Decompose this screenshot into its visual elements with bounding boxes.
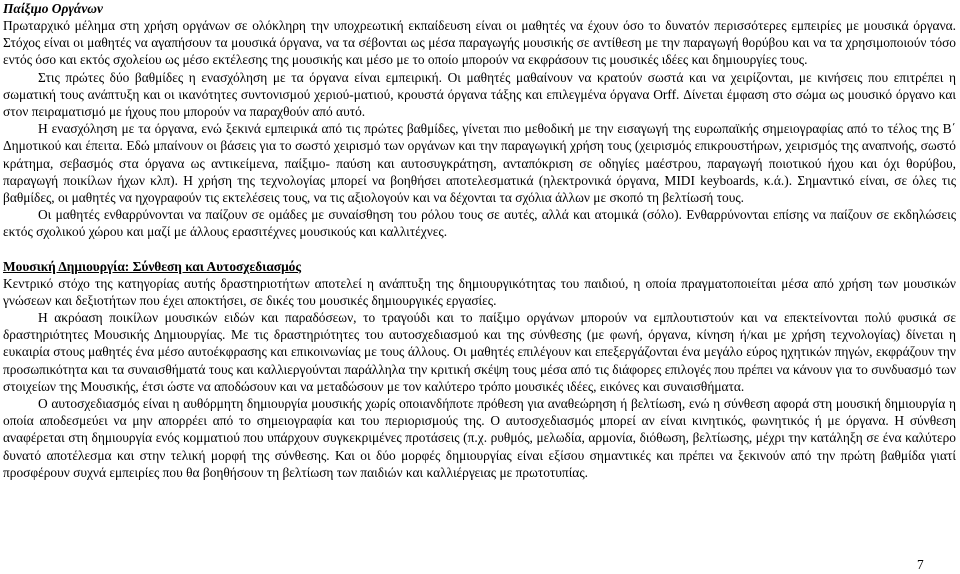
paragraph-creation-3: Ο αυτοσχεδιασμός είναι η αυθόρμητη δημιουργία μουσικής χωρίς οποιανδήποτε πρόθεση για αναθεώρηση ή βελτίωση, ενώ η σύνθεση αφορά στη μουσική δημιουργία η οποία αποδεσμεύει να μην απορρέει από το σημειογραφία και του περιορισμούς της. Ο αυτοσχεδιασμός μπορεί αν είναι κινητικός, φωνητικός ή με όργανα. Η σύνθεση αναφέρεται στη δημιουργία ενός κομματιού που υπάρχουν συγκεκριμένες προτάσεις (π.χ. ρυθμός, μελωδία, αρμονία, διόθωση, βελτίωσης, μέχρι την κατάληξη σε ένα καλύτερο δυνατό αποτέλεσμα και στην τελική μορφή της σύνθεσης. Και οι δύο μορφές δημιουργίας είναι εξίσου σημαντικές και πρέπει να ξεκινούν από την πρώτη βαθμίδα γιατί προσφέρουν συχνά εμπειρίες που θα βοηθήσουν τη βελτίωση των παιδιών και καλλιέργειας με πρωτοτυπίας. bbox=[3, 396, 956, 480]
paragraph-instruments-2: Στις πρώτες δύο βαθμίδες η ενασχόληση με τα όργανα είναι εμπειρική. Οι μαθητές μαθαίνουν να κρατούν σωστά και να χειρίζονται, με κινήσεις που επιτρέπει η σωματική τους ανάπτυξη και οι ικανότητες συντονισμού χεριού-ματιού, κρουστά όργανα τάξης και επιλεγμένα όργανα Orff. Δίνεται έμφαση στο σώμα ως μουσικό όργανο και στον πειραματισμό με ήχους που μπορούν να παραχθούν από αυτό. bbox=[3, 69, 956, 120]
section-heading-creation: Μουσική Δημιουργία: Σύνθεση και Αυτοσχεδιασμός bbox=[3, 258, 302, 274]
section-heading-instruments: Παίξιμο Οργάνων bbox=[3, 1, 103, 16]
paragraph-instruments-1: Πρωταρχικό μέλημα στη χρήση οργάνων σε ολόκληρη την υποχρεωτική εκπαίδευση είναι οι μαθητές να έχουν όσο το δυνατόν περισσότερες εμπειρίες με μουσικά όργανα. Στόχος είναι οι μαθητές να αγαπήσουν τα μουσικά όργανα, να τα σέβονται ως μέσα παραγωγής μουσικής σε αντίθεση με την παραγωγή θορύβου και να τα χρησιμοποιούν τόσο εντός όσο και εκτός σχολείου ως μέσο εκτέλεσης της μουσικής και μέσο με το οποίο μπορούν να εκφράσουν τις μουσικές ιδέες και δημιουργίες τους. bbox=[3, 18, 956, 68]
document-page bbox=[3, 0, 956, 481]
paragraph-instruments-4: Οι μαθητές ενθαρρύνονται να παίζουν σε ομάδες με συναίσθηση του ρόλου τους σε αυτές, αλλά και ατομικά (σόλο). Ενθαρρύνονται επίσης να παίζουν σε εκδηλώσεις εκτός σχολικού χώρου και μαζί με άλλους ερασιτέχνες μουσικούς και καλλιτέχνες. bbox=[3, 207, 956, 240]
paragraph-creation-1: Κεντρικό στόχο της κατηγορίας αυτής δραστηριοτήτων αποτελεί η ανάπτυξη της δημιουργικότητας του παιδιού, η οποία πραγματοποιείται μέσα από χρήση των μουσικών γνώσεων και δεξιοτήτων που έχει αποκτήσει, σε δικές του μουσικές δημιουργικές εργασίες. bbox=[3, 275, 956, 308]
paragraph-instruments-3: Η ενασχόληση με τα όργανα, ενώ ξεκινά εμπειρικά από τις πρώτες βαθμίδες, γίνεται πιο μεθοδική με την εισαγωγή της ευρωπαϊκής σημειογραφίας από το τέλος της Β΄ Δημοτικού και έπειτα. Εδώ μπαίνουν οι βάσεις για το σωστό χειρισμό των οργάνων και την παραγωγική χρήση τους (χειρισμός επικρουστήρων, χειρισμός της αναπνοής, σωστό κράτημα, σεβασμός στα όργανα ως αντικείμενα, παίξιμο- παύση και αυτοσυγκράτηση, ανταπόκριση σε οδηγίες μαέστρου, παραγωγή ποιοτικού ήχου και όχι θορύβου, παραγωγή ποικίλων ήχων κλπ). Η χρήση της τεχνολογίας μπορεί να βοηθήσει αποτελεσματικά (ηλεκτρονικά όργανα, MIDI keyboards, κ.ά.). Σημαντικό είναι, σε όλες τις βαθμίδες, οι μαθητές να ηχογραφούν τις εκτελέσεις τους, να τις αξιολογούν και να δέχονται τα σχόλια άλλων με σκοπό τη βελτίωσή τους. bbox=[3, 121, 956, 206]
page-number: 7 bbox=[917, 557, 924, 572]
section-spacer bbox=[3, 241, 956, 258]
paragraph-creation-2: Η ακρόαση ποικίλων μουσικών ειδών και παραδόσεων, το τραγούδι και το παίξιμο οργάνων μπορούν να εμπλουτιστούν και να επεκτείνονται πολύ φυσικά σε δραστηριότητες Μουσικής Δημιουργίας. Με τις δραστηριότητες του αυτοσχεδιασμού και της σύνθεσης (με φωνή, όργανα, κίνηση ή/και με χρήση τεχνολογίας) δίνεται η ευκαιρία στους μαθητές ένα μέσο αυτοέκφρασης και επικοινωνίας με τους άλλους. Οι μαθητές επιλέγουν και επεξεργάζονται ένα μεγάλο εύρος ηχητικών πηγών, εκφράζουν την προσωπικότητα και τα συναισθήματά τους και καλλιεργούνται παράλληλα την κριτική σκέψη τους μέσα από τις διάφορες επιλογές που πρέπει να κάνουν για το συνδυασμό των στοιχείων της Μουσικής, έτσι ώστε να αποδώσουν και να μεταδώσουν με τον καλύτερο τρόπο μουσικές ιδέες, εικόνες και συναισθήματα. bbox=[3, 310, 956, 394]
